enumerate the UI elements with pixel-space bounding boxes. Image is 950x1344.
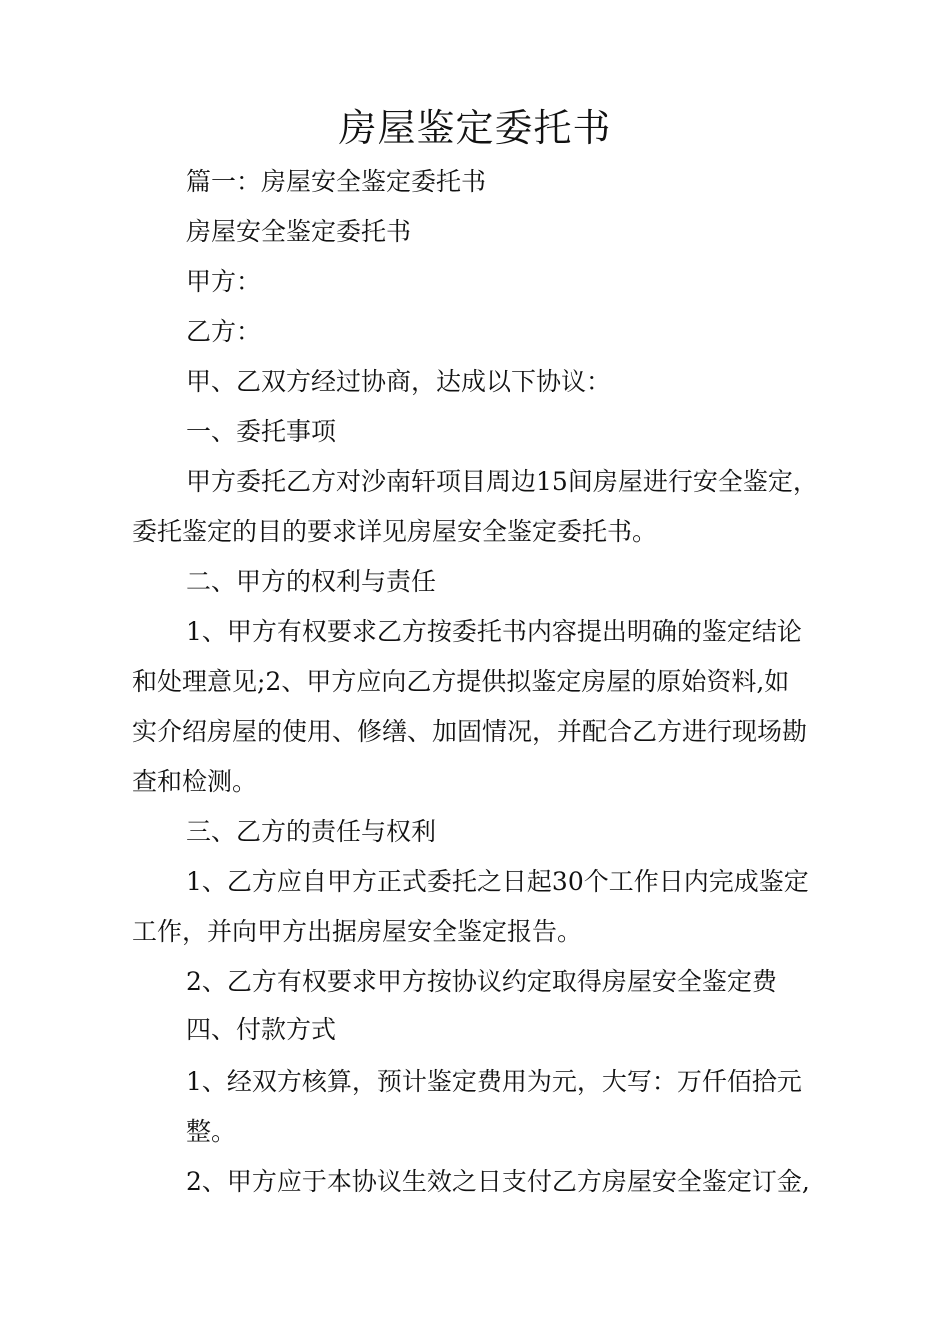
paragraph-line: 和处理意见;2、甲方应向乙方提供拟鉴定房屋的原始资料,如 [132,667,790,696]
subtitle: 房屋安全鉴定委托书 [186,217,412,246]
paragraph-line: 2、甲方应于本协议生效之日支付乙方房屋安全鉴定订金, [186,1167,810,1196]
paragraph-line: 1、经双方核算，预计鉴定费用为元，大写：万仟佰拾元 [186,1067,802,1096]
document-title: 房屋鉴定委托书 [338,106,612,150]
agreement-intro: 甲、乙双方经过协商，达成以下协议： [186,367,612,396]
paragraph-line: 委托鉴定的目的要求详见房屋安全鉴定委托书。 [132,517,658,546]
paragraph-line: 整。 [186,1117,237,1146]
section-heading-part-one: 篇一：房屋安全鉴定委托书 [186,167,487,196]
paragraph-line: 查和检测。 [132,767,258,796]
section-heading-1: 一、委托事项 [186,417,337,446]
paragraph-line: 2、乙方有权要求甲方按协议约定取得房屋安全鉴定费 [186,967,777,996]
paragraph-line: 甲方委托乙方对沙南轩项目周边15间房屋进行安全鉴定， [186,467,818,496]
paragraph-line: 实介绍房屋的使用、修缮、加固情况，并配合乙方进行现场勘 [132,717,808,746]
paragraph-line: 工作，并向甲方出据房屋安全鉴定报告。 [132,917,583,946]
paragraph-line: 1、甲方有权要求乙方按委托书内容提出明确的鉴定结论 [186,617,802,646]
party-a-line: 甲方： [186,267,262,296]
party-b-line: 乙方： [186,317,262,346]
section-heading-3: 三、乙方的责任与权利 [186,817,437,846]
paragraph-line: 1、乙方应自甲方正式委托之日起30个工作日内完成鉴定 [186,867,809,896]
section-heading-4: 四、付款方式 [186,1015,337,1044]
section-heading-2: 二、甲方的权利与责任 [186,567,437,596]
